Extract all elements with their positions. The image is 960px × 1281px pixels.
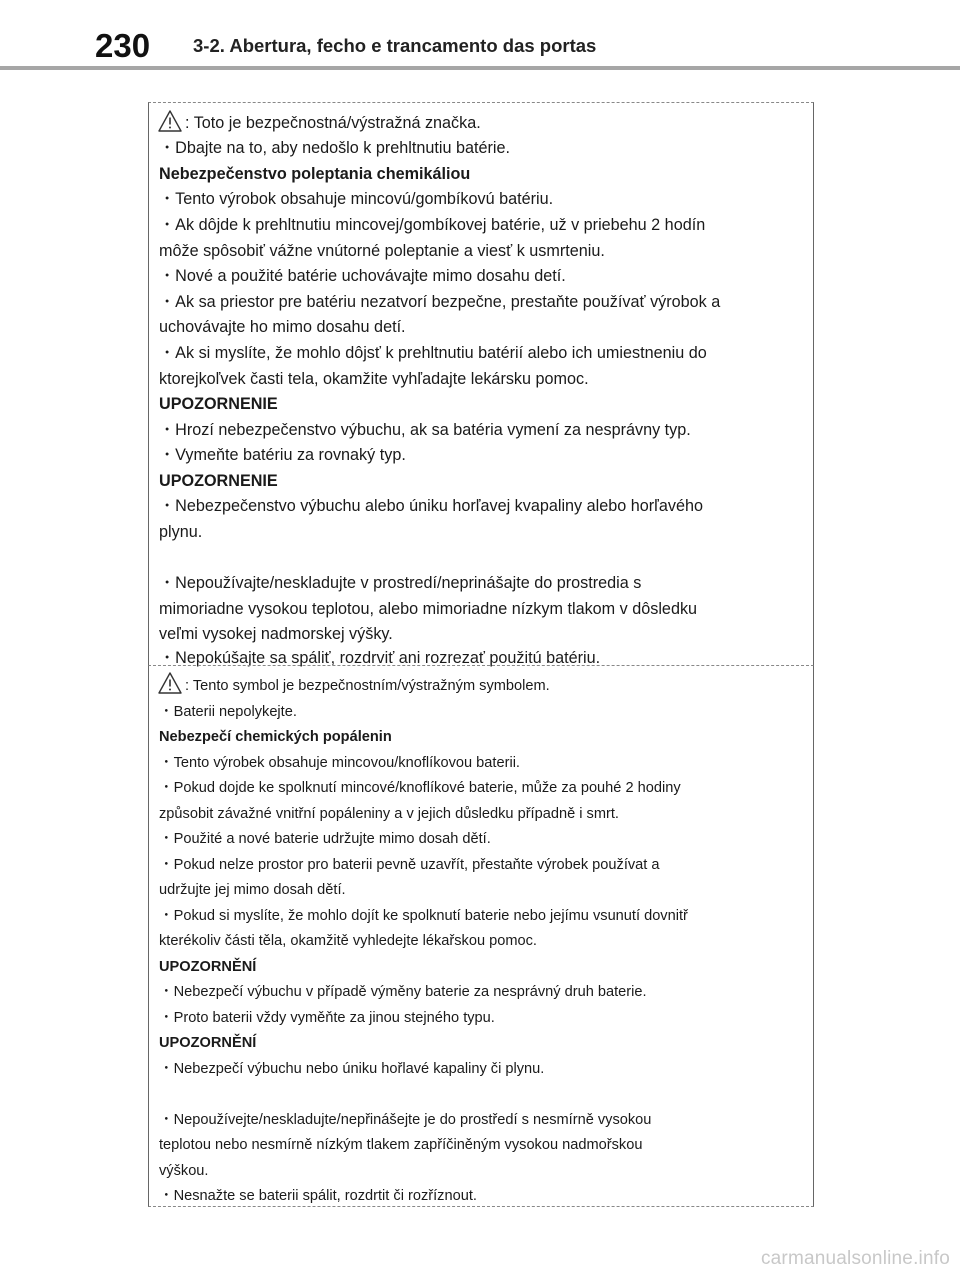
text-line: ・Tento výrobek obsahuje mincovou/knoflíkovou baterii.: [159, 755, 520, 771]
text-line: ・Nebezpečí výbuchu v případě výměny baterie za nesprávný druh baterie.: [159, 984, 647, 1000]
page-number: 230: [95, 27, 151, 64]
header-rule: [0, 66, 960, 70]
warning-triangle-icon: [157, 109, 183, 138]
text-line: ・Proto baterii vždy vyměňte za jinou stejného typu.: [159, 1010, 495, 1026]
warning-triangle-icon: [157, 671, 183, 700]
text-line: ・Ak sa priestor pre batériu nezatvorí bezpečne, prestaňte používať výrobok a: [159, 293, 721, 311]
section-heading: UPOZORNENIE: [159, 395, 278, 413]
text-line: udržujte jej mimo dosah dětí.: [159, 882, 346, 898]
page-header: [0, 0, 960, 80]
text-line: ・Baterii nepolykejte.: [159, 704, 297, 720]
text-line: ・Pokud nelze prostor pro baterii pevně uzavřít, přestaňte výrobek používat a: [159, 857, 660, 873]
text-line: kterékoliv části těla, okamžitě vyhledejte lékařskou pomoc.: [159, 933, 537, 949]
chapter-title: 3-2. Abertura, fecho e trancamento das portas: [193, 35, 597, 56]
section-heading: Nebezpečí chemických popálenin: [159, 729, 392, 745]
text-line: ・Nepoužívejte/neskladujte/nepřinášejte je do prostředí s nesmírně vysokou: [159, 1112, 652, 1128]
text-line: ・Pokud dojde ke spolknutí mincové/knoflíkové baterie, může za pouhé 2 hodiny: [159, 780, 681, 796]
text-line: ・Ak dôjde k prehltnutiu mincovej/gombíkovej batérie, už v priebehu 2 hodín: [159, 216, 706, 234]
symbol-note: : Toto je bezpečnostná/výstražná značka.: [185, 114, 481, 132]
text-line: ・Dbajte na to, aby nedošlo k prehltnutiu batérie.: [159, 139, 510, 157]
section-heading: UPOZORNĚNÍ: [159, 1035, 257, 1051]
text-line: ・Nebezpečenstvo výbuchu alebo úniku horľavej kvapaliny alebo horľavého: [159, 497, 703, 515]
czech-warning-box: [148, 665, 814, 1207]
section-heading: UPOZORNENIE: [159, 472, 278, 490]
text-line: ・Použité a nové baterie udržujte mimo dosah dětí.: [159, 831, 491, 847]
text-line: môže spôsobiť vážne vnútorné poleptanie a viesť k usmrteniu.: [159, 242, 605, 260]
text-line: ・Nepokúšajte sa spáliť, rozdrviť ani rozrezať použitú batériu.: [159, 649, 601, 667]
text-line: teplotou nebo nesmírně nízkým tlakem zapříčiněným vysokou nadmořskou: [159, 1137, 643, 1153]
section-heading: UPOZORNĚNÍ: [159, 959, 257, 975]
slovak-warning-box: [148, 102, 814, 665]
text-line: ktorejkoľvek časti tela, okamžite vyhľadajte lekársku pomoc.: [159, 370, 589, 388]
text-line: výškou.: [159, 1163, 209, 1179]
text-line: mimoriadne vysokou teplotou, alebo mimoriadne nízkym tlakom v dôsledku: [159, 600, 698, 618]
text-line: ・Pokud si myslíte, že mohlo dojít ke spolknutí baterie nebo jejímu vsunutí dovnitř: [159, 908, 688, 924]
text-line: uchovávajte ho mimo dosahu detí.: [159, 318, 406, 336]
text-line: veľmi vysokej nadmorskej výšky.: [159, 625, 393, 643]
watermark: carmanualsonline.info: [760, 1248, 950, 1269]
text-line: ・Vymeňte batériu za rovnaký typ.: [159, 446, 406, 464]
text-line: ・Hrozí nebezpečenstvo výbuchu, ak sa batéria vymení za nesprávny typ.: [159, 421, 691, 439]
section-heading: Nebezpečenstvo poleptania chemikáliou: [159, 165, 471, 183]
text-line: ・Nepoužívajte/neskladujte v prostredí/neprinášajte do prostredia s: [159, 574, 642, 592]
text-line: způsobit závažné vnitřní popáleniny a v jejich důsledku případně i smrt.: [159, 806, 619, 822]
text-line: ・Nové a použité batérie uchovávajte mimo dosahu detí.: [159, 267, 566, 285]
text-line: ・Tento výrobok obsahuje mincovú/gombíkovú batériu.: [159, 190, 554, 208]
text-line: ・Nesnažte se baterii spálit, rozdrtit či rozříznout.: [159, 1188, 477, 1204]
text-line: plynu.: [159, 523, 203, 541]
text-line: ・Nebezpečí výbuchu nebo úniku hořlavé kapaliny či plynu.: [159, 1061, 545, 1077]
text-line: ・Ak si myslíte, že mohlo dôjsť k prehltnutiu batérií alebo ich umiestneniu do: [159, 344, 707, 362]
symbol-note: : Tento symbol je bezpečnostním/výstražným symbolem.: [185, 678, 550, 694]
